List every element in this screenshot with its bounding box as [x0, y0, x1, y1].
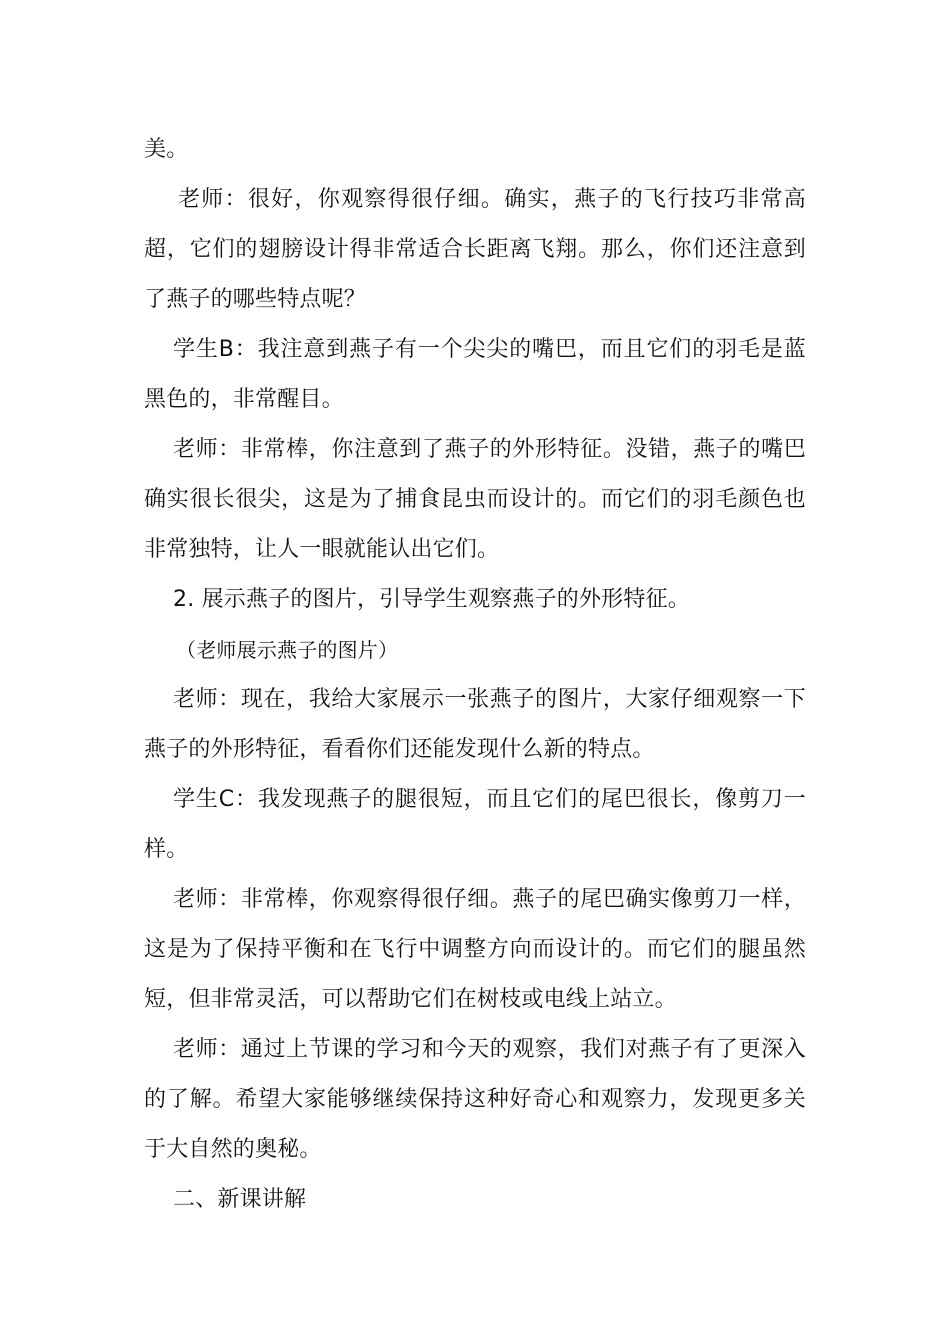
paragraph-teacher-appearance: 老师：非常棒，你注意到了燕子的外形特征。没错，燕子的嘴巴确实很长很尖，这是为了捕食昆虫而设计的。而它们的羽毛颜色也非常独特，让人一眼就能认出它们。 — [144, 437, 806, 562]
paragraph-teacher-praise-flight: 老师：很好，你观察得很仔细。确实，燕子的飞行技巧非常高超，它们的翅膀设计得非常适合长距离飞翔。那么，你们还注意到了燕子的哪些特点呢？ — [144, 187, 806, 312]
paragraph-teacher-summary: 老师：通过上节课的学习和今天的观察，我们对燕子有了更深入的了解。希望大家能够继续保持这种好奇心和观察力，发现更多关于大自然的奥秘。 — [144, 1037, 806, 1162]
paragraph-stage-direction: （老师展示燕子的图片） — [176, 638, 399, 662]
paragraph-continuation: 美。 — [144, 137, 189, 162]
paragraph-teacher-tail: 老师：非常棒，你观察得很仔细。燕子的尾巴确实像剪刀一样，这是为了保持平衡和在飞行中调整方向而设计的。而它们的腿虽然短，但非常灵活，可以帮助它们在树枝或电线上站立。 — [144, 887, 806, 1012]
paragraph-student-c: 学生C：我发现燕子的腿很短，而且它们的尾巴很长，像剪刀一样。 — [144, 787, 806, 862]
paragraph-step-2: 2. 展示燕子的图片，引导学生观察燕子的外形特征。 — [173, 587, 690, 612]
section-heading-new-lesson: 二、新课讲解 — [173, 1187, 307, 1212]
paragraph-student-b: 学生B：我注意到燕子有一个尖尖的嘴巴，而且它们的羽毛是蓝黑色的，非常醒目。 — [144, 337, 806, 412]
paragraph-teacher-show-picture: 老师：现在，我给大家展示一张燕子的图片，大家仔细观察一下燕子的外形特征，看看你们还能发现什么新的特点。 — [144, 687, 806, 762]
document-body — [144, 125, 806, 1225]
